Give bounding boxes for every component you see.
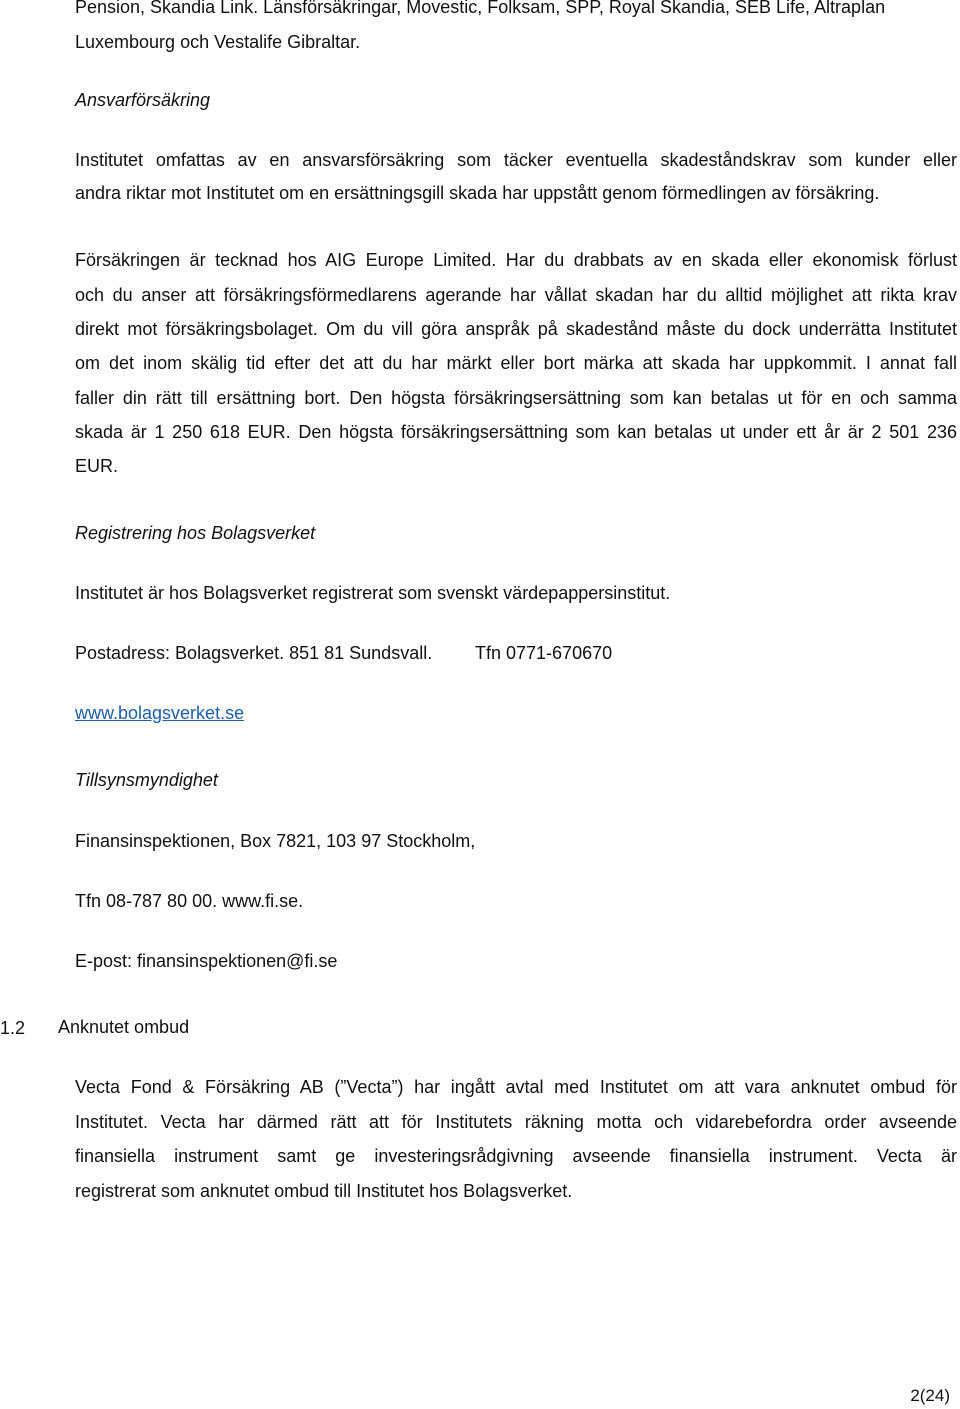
intro-line-1: Pension, Skandia Link. Länsförsäkringar, Movestic, Folksam, SPP, Royal Skandia, SEB Life, Altraplan — [75, 0, 886, 17]
intro-line-2: Luxembourg och Vestalife Gibraltar. — [75, 32, 361, 52]
liability-heading: Ansvarförsäkring — [75, 90, 211, 110]
section-paragraph-line: Vecta Fond & Försäkring AB (”Vecta”) har ingått avtal med Institutet om att vara anknutet ombud för — [75, 1077, 957, 1097]
supervision-heading: Tillsynsmyndighet — [75, 770, 218, 790]
supervision-email: E-post: finansinspektionen@fi.se — [75, 951, 338, 971]
section-paragraph-line: Institutet. Vecta har därmed rätt att för Institutets räkning motta och vidarebefordra order avseende — [75, 1112, 957, 1132]
liability-paragraph-2-line: EUR. — [75, 456, 119, 476]
registration-phone: Tfn 0771-670670 — [475, 643, 613, 663]
liability-paragraph-2-line: skada är 1 250 618 EUR. Den högsta försäkringsersättning som kan betalas ut under ett år är 2 501 236 — [75, 422, 957, 442]
liability-paragraph-2-line: och du anser att försäkringsförmedlarens agerande har vållat skadan har du alltid möjlighet att rikta krav — [75, 285, 957, 305]
registration-heading: Registrering hos Bolagsverket — [75, 523, 316, 543]
section-title: Anknutet ombud — [58, 1017, 190, 1037]
section-paragraph-line: finansiella instrument samt ge investeringsrådgivning avseende finansiella instrument. Vecta är — [75, 1146, 957, 1166]
page-number: 2(24) — [910, 1386, 950, 1405]
liability-paragraph-1-line-2: andra riktar mot Institutet om en ersättningsgill skada har uppstått genom förmedlingen av försäkring. — [75, 183, 880, 203]
section-paragraph-line: registrerat som anknutet ombud till Institutet hos Bolagsverket. — [75, 1181, 573, 1201]
bolagsverket-link-text[interactable]: www.bolagsverket.se — [75, 703, 245, 723]
section-number: 1.2 — [0, 1018, 26, 1038]
liability-paragraph-2-line: Försäkringen är tecknad hos AIG Europe Limited. Har du drabbats av en skada eller ekonomisk förlust — [75, 250, 957, 270]
bolagsverket-link[interactable] — [75, 701, 244, 725]
liability-paragraph-2-line: om det inom skälig tid efter det att du har märkt eller bort märka att skada har uppkommit. I annat fall — [75, 353, 957, 373]
registration-address: Postadress: Bolagsverket. 851 81 Sundsvall. — [75, 643, 433, 663]
supervision-phone: Tfn 08-787 80 00. www.fi.se. — [75, 891, 304, 911]
supervision-address: Finansinspektionen, Box 7821, 103 97 Stockholm, — [75, 831, 476, 851]
liability-paragraph-2-line: direkt mot försäkringsbolaget. Om du vill göra anspråk på skadestånd måste du dock underrätta Institutet — [75, 319, 957, 339]
registration-text: Institutet är hos Bolagsverket registrerat som svenskt värdepappersinstitut. — [75, 583, 671, 603]
liability-paragraph-2-line: faller din rätt till ersättning bort. Den högsta försäkringsersättning som kan betalas ut för en och samma — [75, 388, 957, 408]
liability-paragraph-1-line-1: Institutet omfattas av en ansvarsförsäkring som täcker eventuella skadeståndskrav som kunder eller — [75, 150, 957, 170]
